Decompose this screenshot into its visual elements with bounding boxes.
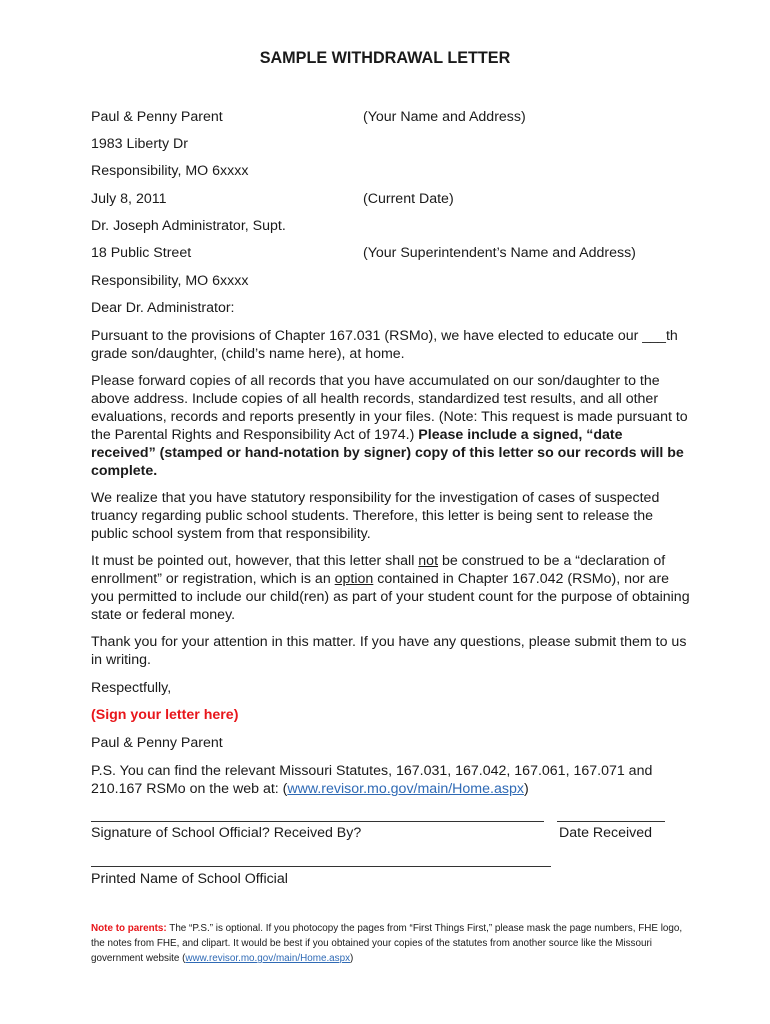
paragraph-4-c: contained in Chapter 167.042 (RSMo), nor are you permitted to include our child(ren) as part of your student count for the purpose of obtaining state or federal money. bbox=[91, 571, 690, 623]
note-end: ) bbox=[350, 953, 354, 964]
note-text: The “P.S.” is optional. If you photocopy the pages from “First Things First,” please mask the page numbers, FHE logo, the notes from FHE, and clipart. It would be best if you obtained your copies of the statutes from another source like the Missouri government website ( bbox=[91, 923, 683, 964]
paragraph-1: Pursuant to the provisions of Chapter 167.031 (RSMo), we have elected to educate our ___th grade son/daughter, (child’s name here), at home. bbox=[91, 328, 678, 362]
salutation: Dear Dr. Administrator: bbox=[91, 300, 235, 316]
sender-hint: (Your Name and Address) bbox=[363, 109, 526, 125]
date-received-line bbox=[557, 821, 665, 822]
ps-end: ) bbox=[523, 781, 529, 797]
printed-name-label: Printed Name of School Official bbox=[91, 871, 288, 887]
paragraph-2 bbox=[91, 372, 691, 480]
signature-line bbox=[91, 821, 544, 822]
paragraph-4-option: option bbox=[334, 571, 374, 587]
recipient-name: Dr. Joseph Administrator, Supt. bbox=[91, 218, 286, 234]
paragraph-5: Thank you for your attention in this matter. If you have any questions, please submit them to us in writing. bbox=[91, 634, 687, 668]
paragraph-2-bold: Please include a signed, “date received” (stamped or hand-notation by signer) copy of this letter so our records will be complete. bbox=[91, 427, 684, 479]
letter-date: July 8, 2011 bbox=[91, 191, 167, 207]
paragraph-4 bbox=[91, 552, 691, 624]
sender-city: Responsibility, MO 6xxxx bbox=[91, 163, 249, 179]
page-title: SAMPLE WITHDRAWAL LETTER bbox=[259, 49, 511, 67]
note-to-parents bbox=[91, 921, 691, 966]
ps-text: P.S. You can find the relevant Missouri Statutes, 167.031, 167.042, 167.061, 167.071 and 210.167 RSMo on the web at: ( bbox=[91, 763, 653, 797]
date-received-label: Date Received bbox=[559, 825, 653, 841]
paragraph-4-b: be construed to be a “declaration of enrollment” or registration, which is an bbox=[91, 553, 666, 587]
note-label: Note to parents: bbox=[91, 923, 167, 934]
recipient-city: Responsibility, MO 6xxxx bbox=[91, 273, 249, 289]
signer-name: Paul & Penny Parent bbox=[91, 735, 223, 751]
paragraph-3: We realize that you have statutory responsibility for the investigation of cases of suspected truancy regarding public school students. Therefore, this letter is being sent to release the public school system from that responsibility. bbox=[91, 490, 660, 542]
recipient-street: 18 Public Street bbox=[91, 245, 192, 261]
paragraph-4-a: It must be pointed out, however, that this letter shall bbox=[91, 553, 419, 569]
paragraph-4-not: not bbox=[418, 553, 439, 569]
sign-here-label: (Sign your letter here) bbox=[91, 707, 239, 723]
ps-paragraph bbox=[91, 762, 691, 798]
sender-street: 1983 Liberty Dr bbox=[91, 136, 188, 152]
printed-name-line bbox=[91, 866, 551, 867]
signature-label: Signature of School Official? Received By? bbox=[91, 825, 362, 841]
closing: Respectfully, bbox=[91, 680, 172, 696]
ps-statutes-link[interactable]: www.revisor.mo.gov/main/Home.aspx bbox=[287, 781, 524, 797]
note-website-link[interactable]: www.revisor.mo.gov/main/Home.aspx bbox=[185, 953, 351, 964]
paragraph-2-text: Please forward copies of all records that you have accumulated on our son/daughter to the above address. Include copies of all health records, standardized test results, and all other evaluations, records and reports presently in your files. (Note: This request is made pursuant to the Parental Rights and Responsibility Act of 1974.) bbox=[91, 373, 688, 443]
date-hint: (Current Date) bbox=[363, 191, 454, 207]
recipient-hint: (Your Superintendent’s Name and Address) bbox=[363, 245, 636, 261]
sender-name: Paul & Penny Parent bbox=[91, 109, 223, 125]
